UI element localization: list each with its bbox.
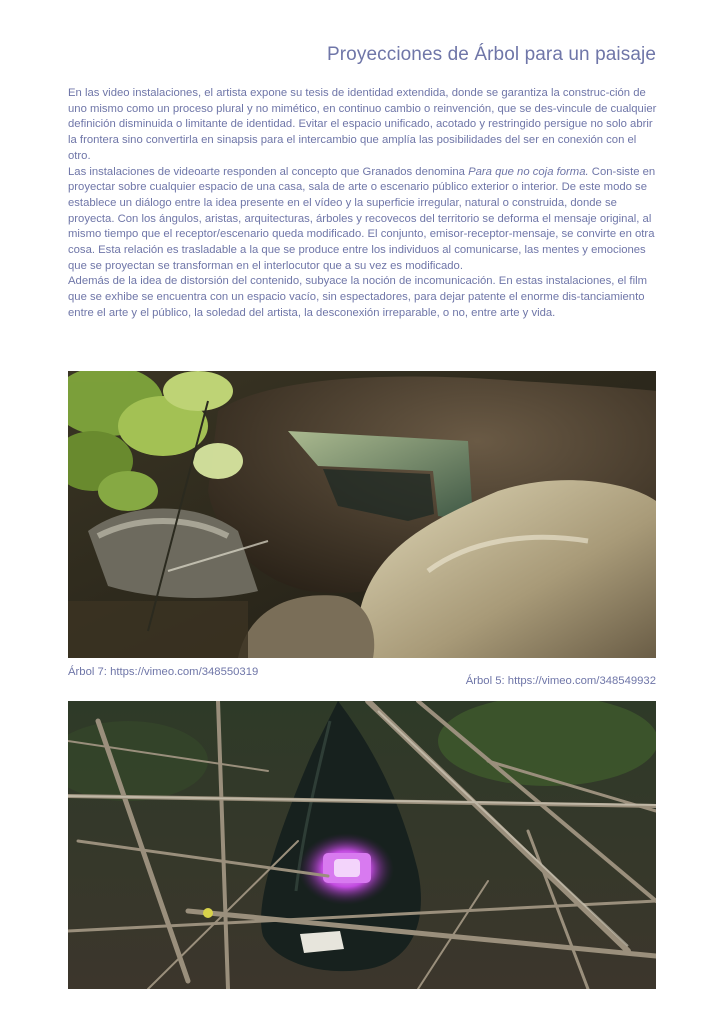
- paragraph-1: En las video instalaciones, el artista expone su tesis de identidad extendida, donde se garantiza la construc-ción de uno mismo como un proceso plural y no mimético, en continuo cambio o reinvención, que se des-vincule de cualquier definición disminuida o limitante de identidad. Evitar el espacio unificado, acotado y restringido persigue no solo abrir la frontera sino convertirla en sinapsis para el intercambio que amplía las posibilidades del ser en conexión con el otro.: [68, 87, 657, 162]
- photo-tent-projection: [68, 701, 656, 989]
- paragraph-2-start: Las instalaciones de videoarte responden al concepto que Granados denomina: [68, 165, 469, 178]
- caption-arbol-5: Árbol 5: https://vimeo.com/348549932: [465, 675, 656, 687]
- photo-rocks-projection: [68, 371, 656, 658]
- caption-arbol-7: Árbol 7: https://vimeo.com/348550319: [68, 666, 259, 678]
- photo-tent-image: [68, 701, 656, 989]
- paragraph-2-emphasis: Para que no coja forma.: [468, 165, 589, 178]
- paragraph-3: Además de la idea de distorsión del contenido, subyace la noción de incomunicación. En estas instalaciones, el film que se exhibe se encuentra con un espacio vacío, sin espectadores, para dejar patente el enorme dis-tanciamiento entre el arte y el público, la soledad del artista, la desconexión irreparable, o no, entre arte y vida.: [68, 275, 647, 319]
- paragraph-2-end: Con-siste en proyectar sobre cualquier espacio de una casa, sala de arte o escenario público exterior o interior. De este modo se establece un diálogo entre la idea presente en el vídeo y la superficie irregular, natural o construida, donde se proyecta. Con los ángulos, aristas, arquitecturas, árboles y recovecos del territorio se deforma el mensaje original, al mismo tiempo que el receptor/escenario queda modificado. El conjunto, emisor-receptor-mensaje, se convirte en otra cosa. Esta relación es trasladable a la que se produce entre los individuos al comunicarse, las mentes y emociones que se proyectan se transforman en el interlocutor que a su vez es modificado.: [68, 165, 656, 272]
- page-title: Proyecciones de Árbol para un paisaje: [326, 44, 656, 65]
- paragraph-2: [68, 165, 658, 275]
- photo-rocks-image: [68, 371, 656, 658]
- body-text: [68, 86, 658, 322]
